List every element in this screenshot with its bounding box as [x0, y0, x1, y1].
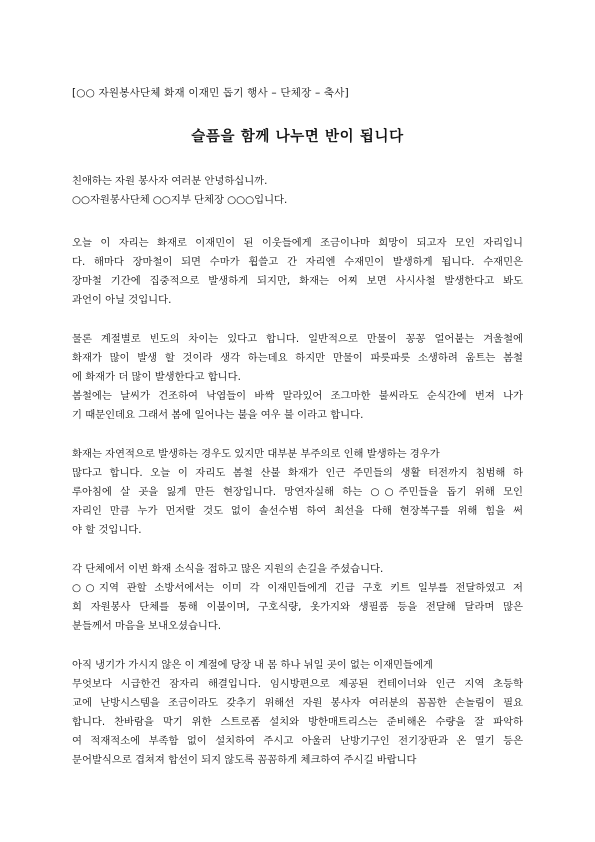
body-line: 합니다. 찬바람을 막기 위한 스트로폼 설치와 방한매트리스는 준비해온 수량을 잘 파악하 [72, 716, 523, 728]
body-line: 문어발식으로 겹쳐져 합선이 되지 않도록 꼼꼼하게 체크하여 주시길 바랍니다 [72, 754, 417, 766]
body-line: 화재는 자연적으로 발생하는 경우도 있지만 대부분 부주의로 인해 발생하는 경우가 [72, 448, 440, 460]
body-line: 각 단체에서 이번 화재 소식을 접하고 많은 지원의 손길을 주셨습니다. [72, 563, 384, 575]
body-line: 여 적재적소에 부족함 없이 설치하여 주시고 아울러 난방기구인 전기장판과 온 열기 등은 [72, 735, 523, 747]
body-line: 화재가 많이 발생 할 것이라 생각 하는데요 하지만 만물이 파릇파릇 소생하려 움트는 봄철 [72, 352, 523, 364]
body-line: 루아침에 살 곳을 잃게 만든 현장입니다. 망연자실해 하는 ○○주민들을 돕기 위해 모인 [72, 486, 523, 498]
body-line: ○○지역 관할 소방서에서는 이미 각 이재민들에게 긴급 구호 키트 일부를 전달하였고 저 [72, 582, 523, 594]
body-line: 물론 계절별로 빈도의 차이는 있다고 합니다. 일반적으로 만물이 꽁꽁 얼어붙는 겨울철에 [72, 333, 523, 345]
body-line: 많다고 합니다. 오늘 이 자리도 봄철 산불 화재가 인근 주민들의 생활 터전까지 침범해 하 [72, 467, 523, 479]
body-line: 교에 난방시스템을 조금이라도 갖추기 위해선 자원 봉사자 여러분의 꼼꼼한 손놀림이 필요 [72, 697, 523, 709]
body-line: 아직 냉기가 가시지 않은 이 계절에 당장 내 몸 하나 뉘일 곳이 없는 이재민들에게 [72, 659, 433, 671]
document-header-tag: [○○ 자원봉사단체 화재 이재민 돕기 행사 – 단체장 – 축사] [72, 87, 349, 99]
body-line: 기 때문인데요 그래서 봄에 일어나는 불을 여우 불 이라고 합니다. [72, 409, 364, 421]
body-line: 봄철에는 날씨가 건조하여 낙엽들이 바싹 말라있어 조그마한 불씨라도 순식간에 번져 나가 [72, 390, 523, 402]
body-line: 자리인 만큼 누가 먼저랄 것도 없이 솔선수범 하여 최선을 다해 현장복구를 위해 힘을 써 [72, 505, 523, 517]
body-line: 오늘 이 자리는 화재로 이재민이 된 이웃들에게 조금이나마 희망이 되고자 모인 자리입니 [72, 237, 523, 249]
body-line: ○○자원봉사단체 ○○지부 단체장 ○○○입니다. [72, 194, 288, 206]
body-line: 과언이 아닐 것입니다. [72, 294, 172, 306]
body-line: 분들께서 마음을 보내오셨습니다. [72, 620, 222, 632]
body-line: 희 자원봉사 단체를 통해 이불이며, 구호식량, 옷가지와 생필품 등을 전달해 달라며 많은 [72, 601, 523, 613]
body-line: 에 화재가 더 많이 발생한다고 합니다. [72, 371, 241, 383]
body-line: 야 할 것입니다. [72, 524, 142, 536]
body-line: 친애하는 자원 봉사자 여러분 안녕하십니까. [72, 175, 268, 187]
body-line: 장마철 기간에 집중적으로 발생하게 되지만, 화재는 어찌 보면 사시사철 발생한다고 봐도 [72, 275, 523, 287]
body-line: 다. 해마다 장마철이 되면 수마가 휩쓸고 간 자리엔 수재민이 발생하게 됩니다. 수재민은 [72, 256, 523, 268]
document-title: 슬픔을 함께 나누면 반이 됩니다 [191, 129, 404, 145]
body-line: 무엇보다 시급한건 잠자리 해결입니다. 임시방편으로 제공된 컨테이너와 인근 지역 초등학 [72, 678, 523, 690]
